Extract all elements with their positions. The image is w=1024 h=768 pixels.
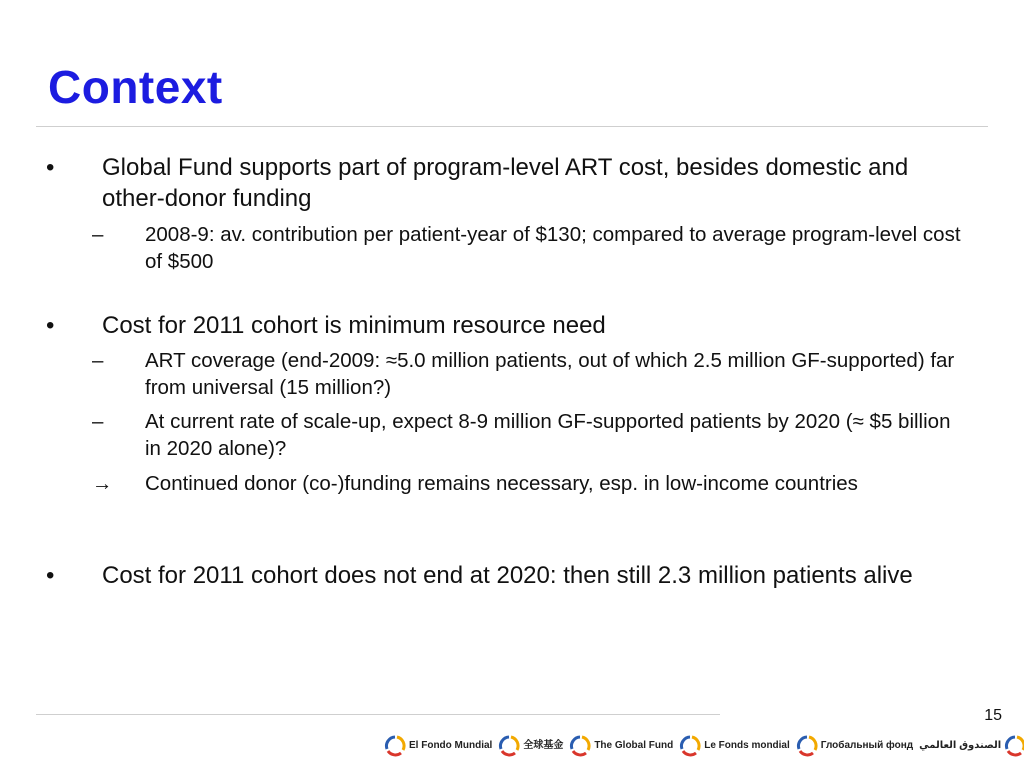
global-fund-logo-icon: [1004, 735, 1024, 757]
sub-bullet-1-1: [92, 221, 962, 275]
arrow-right-icon: →: [92, 472, 113, 495]
page-number: 15: [984, 707, 1002, 724]
logo-fr: [679, 735, 790, 757]
bullet-1: [46, 152, 936, 214]
bullet-text: Cost for 2011 cohort does not end at 2020: then still 2.3 million patients alive: [102, 562, 913, 589]
sub-bullet-text: ART coverage (end-2009: ≈5.0 million patients, out of which 2.5 million GF-supported) far from universal (15 million?): [145, 349, 955, 399]
bullet-3: [46, 560, 936, 591]
logo-zh: [498, 735, 563, 757]
title-divider: [36, 126, 988, 127]
sub-bullet-text: 2008-9: av. contribution per patient-year of $130; compared to average program-level cost of $500: [145, 223, 961, 273]
sub-bullet-text: Continued donor (co-)funding remains necessary, esp. in low-income countries: [145, 472, 858, 495]
bullet-2: [46, 310, 936, 341]
logo-name: الصندوق العالمي: [919, 740, 1002, 751]
bullet-marker: •: [46, 154, 55, 181]
logo-ar: [919, 735, 1024, 757]
bullet-marker: •: [46, 562, 55, 589]
logo-name: Глобальный фонд: [820, 740, 914, 751]
footer-divider: [36, 714, 720, 715]
global-fund-logo-icon: [569, 735, 591, 757]
sub-bullet-marker: –: [92, 223, 104, 246]
logo-name: The Global Fund: [594, 740, 674, 751]
global-fund-logo-icon: [679, 735, 701, 757]
bullet-text: Cost for 2011 cohort is minimum resource need: [102, 312, 606, 339]
global-fund-logo-icon: [796, 735, 818, 757]
logo-name: Le Fonds mondial: [704, 740, 790, 751]
logo-es: [384, 735, 492, 757]
sub-bullet-2-1: [92, 347, 962, 401]
slide-title: Context: [48, 61, 223, 113]
sub-bullet-marker: –: [92, 349, 104, 372]
bullet-text: Global Fund supports part of program-level ART cost, besides domestic and other-donor funding: [102, 154, 909, 212]
logo-en: [569, 735, 673, 757]
global-fund-logo-icon: [384, 735, 406, 757]
bullet-marker: •: [46, 312, 55, 339]
logo-ru: [796, 735, 913, 757]
sub-bullet-text: At current rate of scale-up, expect 8-9 million GF-supported patients by 2020 (≈ $5 billion in 2020 alone)?: [145, 410, 951, 460]
logo-name: 全球基金: [523, 740, 564, 751]
sub-bullet-2-3: [92, 470, 962, 497]
footer-logos: [384, 730, 1024, 762]
sub-bullet-marker: –: [92, 410, 104, 433]
sub-bullet-2-2: [92, 408, 962, 462]
global-fund-logo-icon: [498, 735, 520, 757]
logo-name: El Fondo Mundial: [409, 740, 493, 751]
